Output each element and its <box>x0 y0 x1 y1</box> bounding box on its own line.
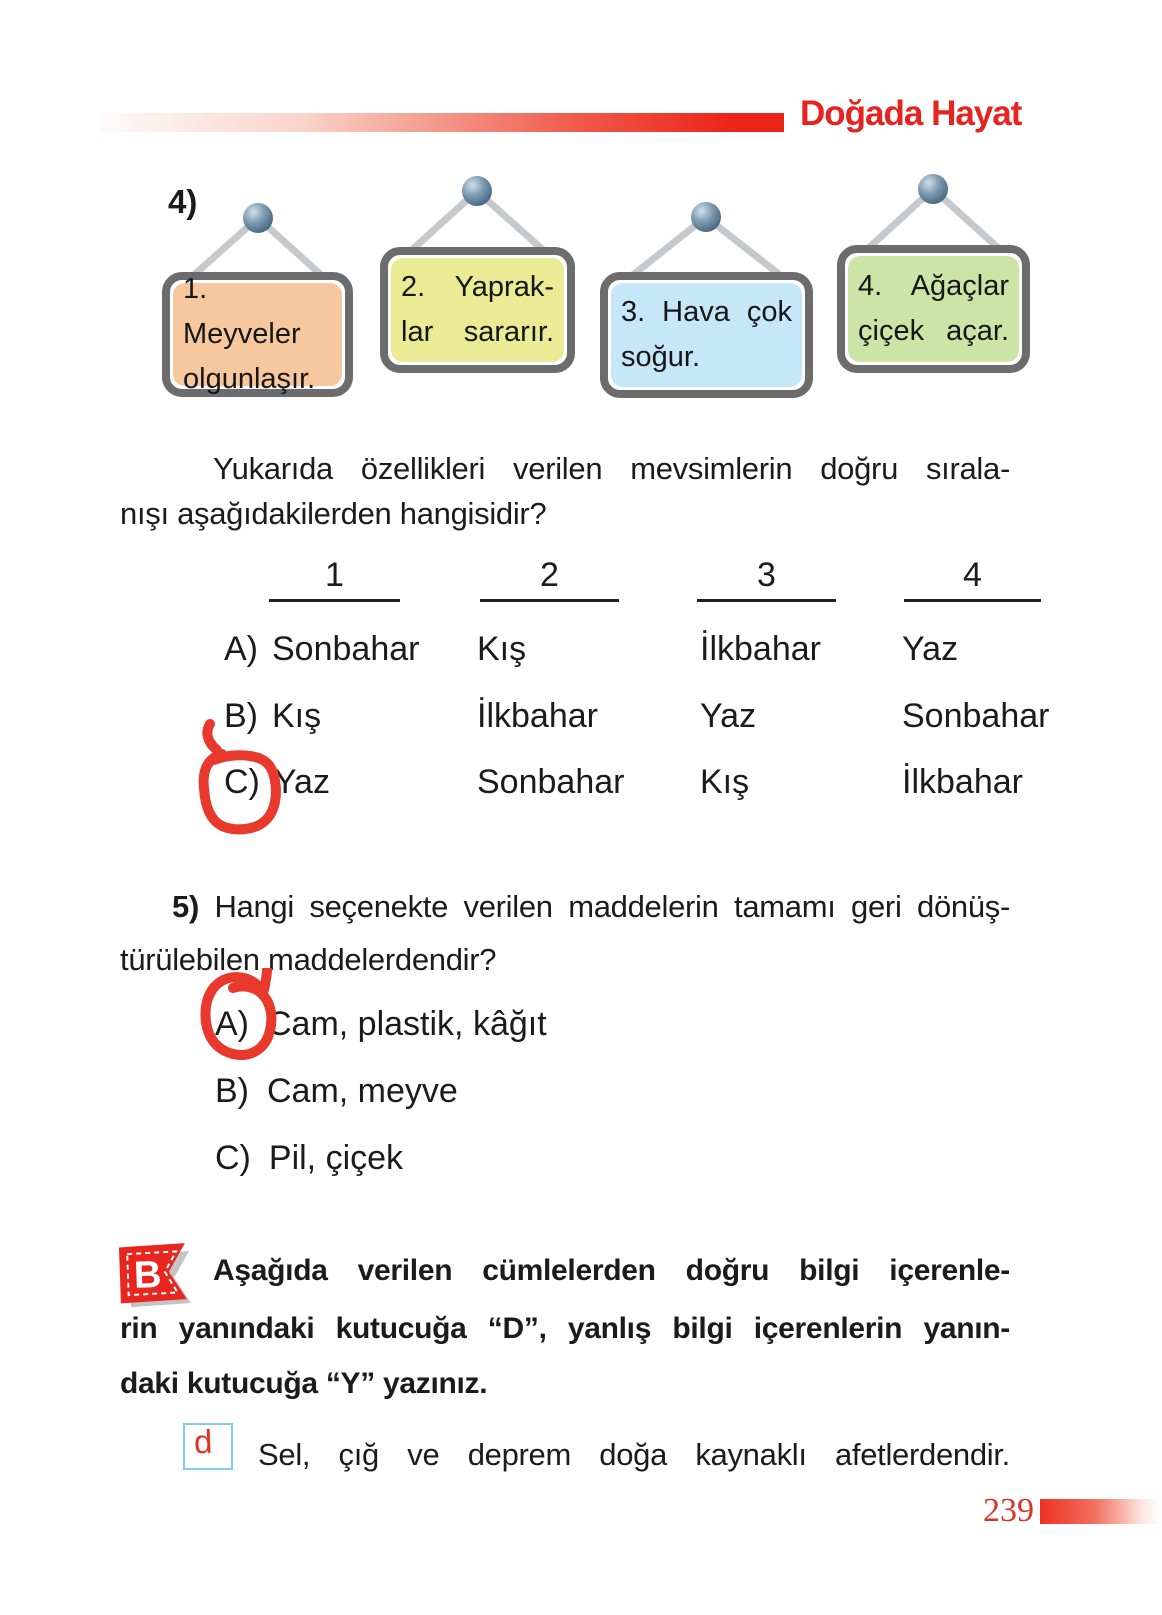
instruction-line: daki kutucuğa “Y” yazınız. <box>120 1367 488 1400</box>
table-cell: İlkbahar <box>477 697 598 735</box>
hanging-sign-4 <box>837 171 1030 373</box>
table-cell: Yaz <box>902 630 959 668</box>
table-cell: Kış <box>272 697 322 735</box>
table-cell: İlkbahar <box>902 763 1023 801</box>
instruction-line: Aşağıda verilen cümlelerden doğru bilgi içerenle- <box>213 1254 1010 1287</box>
q4-prompt-line: Yukarıda özellikleri verilen mevsimlerin doğru sırala- <box>213 451 1010 486</box>
instruction-line: rin yanındaki kutucuğa “D”, yanlış bilgi içerenlerin yanın- <box>120 1312 1010 1345</box>
q5-option-a[interactable] <box>215 1005 815 1044</box>
q5-option-b[interactable] <box>215 1072 815 1111</box>
sign-line: çiçek açar. <box>858 315 1009 347</box>
table-cell: Sonbahar <box>902 697 1050 735</box>
question-5-number: 5) <box>172 889 199 924</box>
hanger-pin-icon <box>243 203 273 233</box>
option-label: B) <box>224 697 258 735</box>
q5-prompt-line: 5) Hangi seçenekte verilen maddelerin tamamı geri dönüş- <box>172 889 1010 924</box>
table-col-header: 3 <box>697 556 836 602</box>
sign-line: olgunlaşır. <box>183 362 316 395</box>
sign-board <box>837 245 1030 373</box>
option-label: C) <box>215 1139 251 1177</box>
q5-prompt-line: türülebilen maddelerdendir? <box>120 942 497 977</box>
option-label: A) <box>215 1005 249 1043</box>
hanging-sign-1 <box>162 200 353 397</box>
option-label: C) <box>224 763 260 801</box>
sign-line: soğur. <box>621 341 700 373</box>
sign-line: 3. Hava çok <box>621 296 792 329</box>
sign-line: lar sararır. <box>401 316 554 348</box>
table-col-header: 2 <box>480 556 619 602</box>
badge-label: B <box>133 1253 163 1297</box>
table-cell: Kış <box>700 763 750 801</box>
table-cell: Yaz <box>273 763 330 801</box>
table-row[interactable] <box>224 630 1084 676</box>
sign-line: 4. Ağaçlar <box>858 270 1009 303</box>
footer-accent-bar <box>1040 1499 1162 1524</box>
sign-line: 2. Yaprak- <box>401 271 554 304</box>
table-cell: Sonbahar <box>477 763 625 801</box>
table-col-header: 1 <box>269 556 400 602</box>
option-label: A) <box>224 630 258 668</box>
sign-line: 1. Meyveler <box>183 273 301 351</box>
table-row[interactable] <box>224 697 1084 743</box>
dy-sentence: Sel, çığ ve deprem doğa kaynaklı afetlerdendir. <box>258 1437 1010 1472</box>
hanger-pin-icon <box>462 176 492 206</box>
option-label: B) <box>215 1072 249 1110</box>
dy-answer-box[interactable] <box>183 1423 233 1470</box>
hanger-pin-icon <box>918 174 948 204</box>
table-cell: Yaz <box>700 697 757 735</box>
table-col-header: 4 <box>904 556 1041 602</box>
table-row[interactable] <box>224 763 1084 809</box>
sign-board <box>600 272 813 398</box>
sign-board <box>162 272 353 397</box>
question-4-number: 4) <box>168 183 198 220</box>
sign-board <box>380 247 575 373</box>
table-cell: Sonbahar <box>272 630 420 668</box>
page-number: 239 <box>983 1492 1034 1529</box>
option-text: Pil, çiçek <box>268 1139 404 1177</box>
handwritten-answer: d <box>193 1422 213 1461</box>
table-cell: Kış <box>477 630 527 668</box>
page-title: Doğada Hayat <box>800 94 1022 133</box>
option-text: Cam, plastik, kâğıt <box>267 1005 547 1043</box>
hanger-pin-icon <box>691 202 721 232</box>
q4-prompt-line: nışı aşağıdakilerden hangisidir? <box>120 496 547 531</box>
header-accent-bar <box>100 113 784 132</box>
hanging-sign-3 <box>600 199 813 398</box>
option-text: Cam, meyve <box>267 1072 458 1110</box>
q5-option-c[interactable] <box>215 1139 815 1178</box>
table-cell: İlkbahar <box>700 630 821 668</box>
hanging-sign-2 <box>380 173 575 373</box>
